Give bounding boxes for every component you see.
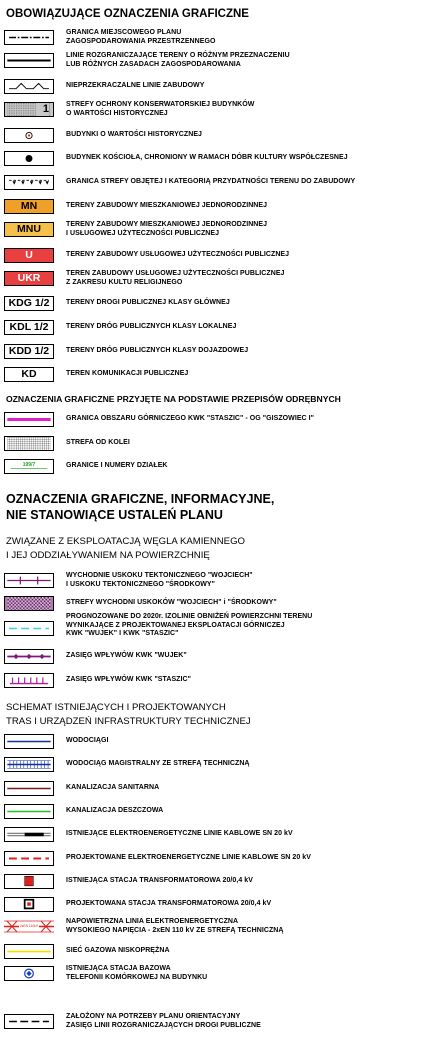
kdg-code: KDG 1/2 [8,297,50,309]
plan-boundary-symbol [4,30,54,45]
info-heading [6,491,274,523]
fault-outcrops-symbol [4,573,54,588]
isolines-label: PROGNOZOWANE DO 2020r. IZOLINIE OBNIŻEŃ POWIERZCHNI TERENU WYNIKAJĄCE Z PROJEKTOWANEJ EKSPLOATACJI GÓRNICZEJ KWK "WUJEK" I KWK "STASZIC" [66,613,313,638]
church-symbol [4,151,54,166]
trafo-projected-label: PROJEKTOWANA STACJA TRANSFORMATOROWA 20/0,4 kV [66,900,272,907]
ukr-label: TEREN ZABUDOWY USŁUGOWEJ UŻYTECZNOŚCI PUBLICZNEJ Z ZAKRESU KULTU RELIGIJNEGO [66,270,285,286]
fault-zones-symbol [4,596,54,611]
parcels-code: 199/7 [22,462,36,468]
mn-label: TERENY ZABUDOWY MIESZKANIOWEJ JEDNORODZINNEJ [66,202,268,209]
base-station-symbol [4,966,54,981]
storm-drain-label: KANALIZACJA DESZCZOWA [66,807,164,814]
road-lines-label: ZAŁOŻONY NA POTRZEBY PLANU ORIENTACYJNY ZASIĘG LINII ROZGRANICZAJĄCYCH DROGI PUBLICZNE [66,1013,261,1029]
dividing-lines-symbol [4,53,54,68]
building-lines-symbol [4,79,54,94]
mnu-symbol [4,222,54,237]
staszic-range-symbol [4,673,54,688]
kdd-symbol [4,344,54,359]
mnu-code: MNU [17,223,41,235]
ukr-code: UKR [17,272,41,284]
conservation-zone-label: STREFY OCHRONY KONSERWATORSKIEJ BUDYNKÓW O WARTOŚCI HISTORYCZNEJ [66,101,255,117]
kdg-label: TERENY DROGI PUBLICZNEJ KLASY GŁÓWNEJ [66,299,230,306]
trafo-existing-label: ISTNIEJĄCA STACJA TRANSFORMATOROWA 20/0,4 kV [66,877,253,884]
wujek-range-label: ZASIĘG WPŁYWÓW KWK "WUJEK" [66,652,187,659]
parcels-symbol [4,459,54,474]
railway-zone-symbol [4,436,54,451]
mn-code: MN [20,200,38,212]
road-lines-symbol [4,1014,54,1029]
cable-projected-symbol [4,851,54,866]
hv-line-code: 2xEN 110kV [19,924,39,928]
mining-heading [6,535,245,563]
isolines-symbol [4,621,54,636]
mining-heading-line2: I JEJ ODDZIAŁYWANIEM NA POWIERZCHNIĘ [6,550,210,561]
cable-existing-symbol [4,827,54,842]
fault-zones-label: STREFY WYCHODNI USKOKÓW "WOJCIECH" i "ŚRODKOWY" [66,599,277,606]
mining-heading-line1: ZWIĄZANE Z EKSPLOATACJĄ WĘGLA KAMIENNEGO [6,536,245,547]
dividing-lines-label: LINIE ROZGRANICZAJĄCE TERENY O RÓŻNYM PRZEZNACZENIU LUB RÓŻNYCH ZASADACH ZAGOSPODAROWANIA [66,52,290,68]
info-heading-line2: NIE STANOWIĄCE USTALEŃ PLANU [6,508,223,522]
base-station-label: ISTNIEJĄCA STACJA BAZOWA TELEFONII KOMÓRKOWEJ NA BUDYNKU [66,965,208,981]
conservation-zone-number: 1 [42,103,49,115]
sewer-label: KANALIZACJA SANITARNA [66,784,160,791]
railway-zone-label: STREFA OD KOLEI [66,439,130,446]
build-zone-label: GRANICA STREFY OBJĘTEJ I KATEGORIĄ PRZYDATNOŚCI TERENU DO ZABUDOWY [66,178,356,185]
trafo-existing-symbol [4,874,54,889]
mining-area-label: GRANICA OBSZARU GÓRNICZEGO KWK "STASZIC" - OG "GISZOWIEC I" [66,415,314,422]
kdl-symbol [4,320,54,335]
kdd-label: TERENY DRÓG PUBLICZNYCH KLASY DOJAZDOWEJ [66,347,249,354]
main-heading: OBOWIĄZUJĄCE OZNACZENIA GRAFICZNE [6,8,249,20]
fault-outcrops-label: WYCHODNIE USKOKU TEKTONICZNEGO "WOJCIECH" I USKOKU TEKTONICZNEGO "ŚRODKOWY" [66,572,253,588]
water-symbol [4,734,54,749]
trafo-projected-symbol [4,897,54,912]
mnu-label: TERENY ZABUDOWY MIESZKANIOWEJ JEDNORODZINNEJ I USŁUGOWEJ UŻYTECZNOŚCI PUBLICZNEJ [66,221,268,237]
ukr-symbol [4,271,54,286]
kdg-symbol [4,296,54,311]
hv-line-label: NAPOWIETRZNA LINIA ELEKTROENERGETYCZNA WYSOKIEGO NAPIĘCIA - 2xEN 110 kV ZE STREFĄ TECHNICZNĄ [66,918,284,934]
plan-boundary-label: GRANICA MIEJSCOWEGO PLANU ZAGOSPODAROWANIA PRZESTRZENNEGO [66,29,216,45]
gas-symbol [4,944,54,959]
gas-label: SIEĆ GAZOWA NISKOPRĘŻNA [66,947,170,954]
historic-building-symbol [4,128,54,143]
kd-label: TEREN KOMUNIKACJI PUBLICZNEJ [66,370,189,377]
u-code: U [25,249,33,261]
storm-drain-symbol [4,804,54,819]
u-label: TERENY ZABUDOWY USŁUGOWEJ UŻYTECZNOŚCI PUBLICZNEJ [66,251,290,258]
cable-existing-label: ISTNIEJĄCE ELEKTROENERGETYCZNE LINIE KABLOWE SN 20 kV [66,830,293,837]
historic-building-label: BUDYNKI O WARTOŚCI HISTORYCZNEJ [66,131,202,138]
water-main-label: WODOCIĄG MAGISTRALNY ZE STREFĄ TECHNICZNĄ [66,760,250,767]
water-main-symbol [4,757,54,772]
water-label: WODOCIĄGI [66,737,109,744]
kdd-code: KDD 1/2 [8,345,50,357]
cable-projected-label: PROJEKTOWANE ELEKTROENERGETYCZNE LINIE KABLOWE SN 20 kV [66,854,311,861]
sewer-symbol [4,781,54,796]
kdl-label: TERENY DRÓG PUBLICZNYCH KLASY LOKALNEJ [66,323,237,330]
conservation-zone-symbol [4,102,54,117]
infrastructure-heading [6,701,251,729]
infrastructure-heading-line1: SCHEMAT ISTNIEJĄCYCH I PROJEKTOWANYCH [6,702,226,713]
u-symbol [4,248,54,263]
build-zone-symbol [4,175,54,190]
staszic-range-label: ZASIĘG WPŁYWÓW KWK "STASZIC" [66,676,191,683]
wujek-range-symbol [4,649,54,664]
mn-symbol [4,199,54,214]
kd-code: KD [21,368,37,380]
parcels-label: GRANICE I NUMERY DZIAŁEK [66,462,168,469]
info-heading-line1: OZNACZENIA GRAFICZNE, INFORMACYJNE, [6,492,275,506]
other-regulations-heading: OZNACZENIA GRAFICZNE PRZYJĘTE NA PODSTAWIE PRZEPISÓW ODRĘBNYCH [6,394,341,404]
kdl-code: KDL 1/2 [9,321,49,333]
kd-symbol [4,367,54,382]
building-lines-label: NIEPRZEKRACZALNE LINIE ZABUDOWY [66,82,205,89]
infrastructure-heading-line2: TRAS I URZĄDZEŃ INFRASTRUKTURY TECHNICZNEJ [6,716,251,727]
hv-line-symbol [4,919,54,934]
mining-area-symbol [4,412,54,427]
church-label: BUDYNEK KOŚCIOŁA, CHRONIONY W RAMACH DÓBR KULTURY WSPÓŁCZESNEJ [66,154,348,161]
